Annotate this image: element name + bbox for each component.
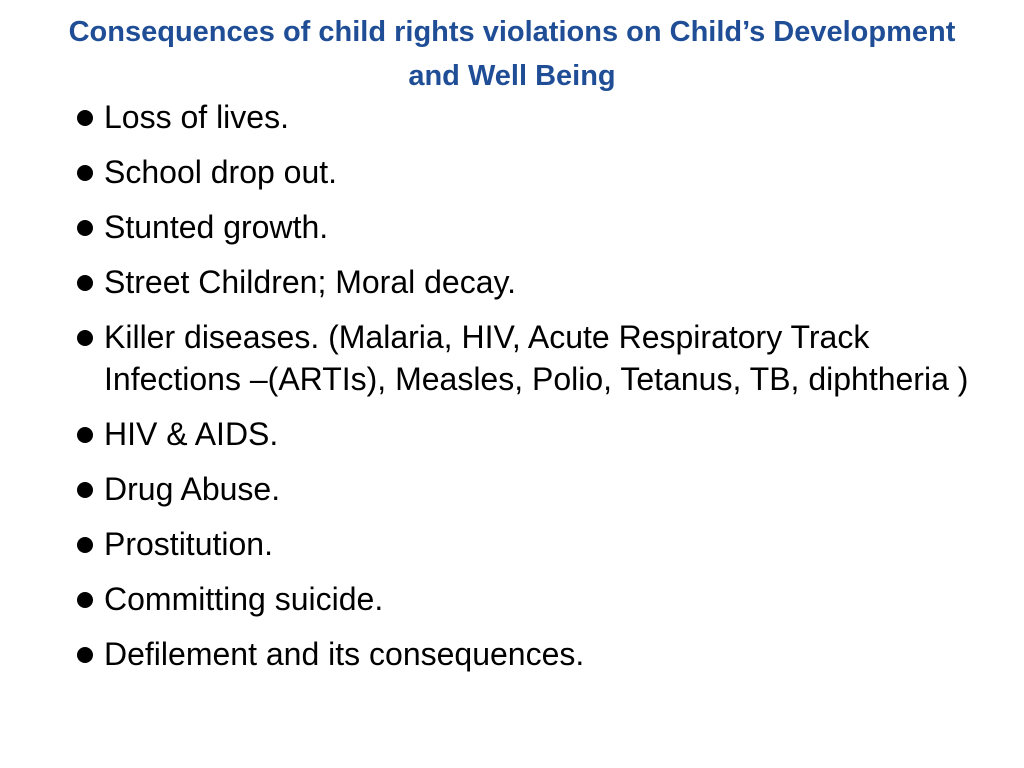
bullet-item xyxy=(70,413,980,455)
bullet-text: Killer diseases. (Malaria, HIV, Acute Respiratory Track Infections –(ARTIs), Measles, Polio, Tetanus, TB, diphtheria ) xyxy=(104,319,969,397)
bullet-text: Prostitution. xyxy=(104,526,273,562)
bullet-text: Street Children; Moral decay. xyxy=(104,264,517,300)
bullet-icon xyxy=(77,275,93,291)
bullet-text: Defilement and its consequences. xyxy=(104,636,585,672)
bullet-icon xyxy=(77,427,93,443)
bullet-item xyxy=(70,316,980,400)
bullet-item xyxy=(70,523,980,565)
bullet-list xyxy=(70,96,980,688)
bullet-text: Stunted growth. xyxy=(104,209,329,245)
bullet-item xyxy=(70,468,980,510)
bullet-icon xyxy=(77,537,93,553)
bullet-icon xyxy=(77,110,93,126)
bullet-icon xyxy=(77,592,93,608)
bullet-text: HIV & AIDS. xyxy=(104,416,279,452)
bullet-text: School drop out. xyxy=(104,154,338,190)
bullet-item xyxy=(70,151,980,193)
bullet-text: Loss of lives. xyxy=(104,99,289,135)
bullet-text: Committing suicide. xyxy=(104,581,384,617)
bullet-item xyxy=(70,96,980,138)
bullet-icon xyxy=(77,220,93,236)
bullet-icon xyxy=(77,482,93,498)
bullet-icon xyxy=(77,165,93,181)
bullet-icon xyxy=(77,330,93,346)
bullet-item xyxy=(70,261,980,303)
bullet-icon xyxy=(77,647,93,663)
bullet-item xyxy=(70,578,980,620)
slide-title: Consequences of child rights violations on Child’s Development and Well Being xyxy=(68,16,956,92)
bullet-item xyxy=(70,633,980,675)
bullet-item xyxy=(70,206,980,248)
bullet-text: Drug Abuse. xyxy=(104,471,281,507)
